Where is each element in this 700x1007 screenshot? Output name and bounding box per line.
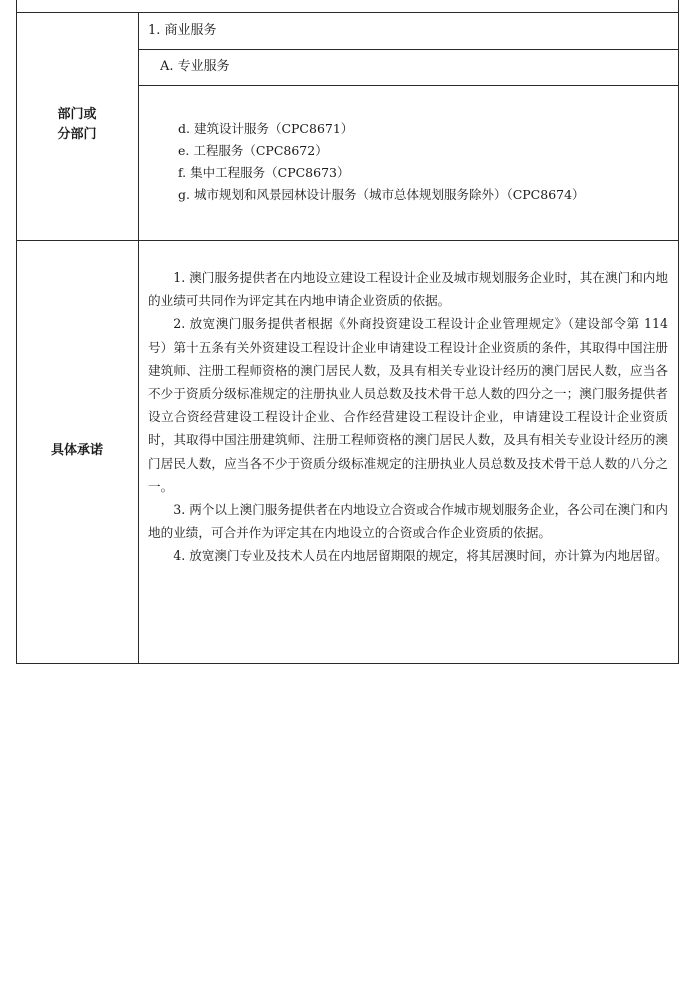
- sector-row-divider: [138, 49, 679, 50]
- commitment-paragraph: 3. 两个以上澳门服务提供者在内地设立合资或合作城市规划服务企业，各公司在澳门和内地的业绩，可合并作为评定其在内地设立的合资或合作企业资质的依据。: [148, 502, 668, 541]
- commitment-label: 具体承诺: [50, 443, 103, 458]
- commitment-paragraph: 4. 放宽澳门专业及技术人员在内地居留期限的规定，将其居澳时间，亦计算为内地居留。: [173, 548, 668, 564]
- list-item: g. 城市规划和风景园林设计服务（城市总体规划服务除外）（CPC8674）: [178, 187, 585, 202]
- list-item: e. 工程服务（CPC8672）: [178, 143, 328, 158]
- commitment-text: [148, 266, 668, 568]
- subsector-list: [178, 118, 585, 206]
- sector-label-line1: 部门或: [57, 107, 97, 122]
- list-item: f. 集中工程服务（CPC8673）: [178, 165, 350, 180]
- list-item: d. 建筑设计服务（CPC8671）: [178, 121, 354, 136]
- table-top-border: [16, 12, 679, 13]
- commitment-paragraph: 2. 放宽澳门服务提供者根据《外商投资建设工程设计企业管理规定》（建设部令第 114 号）第十五条有关外资建设工程设计企业申请建设工程设计企业资质的条件，其取得中国注册建筑师、注册工程师资格的澳门居民人数，及具有相关专业设计经历的澳门居民人数，应当各不少于资质分级标准规定的注册执业人员总数及技术骨干总人数的四分之一；澳门服务提供者设立合资经营建设工程设计企业、合作经营建设工程设计企业，申请建设工程设计企业资质时，其取得中国注册建筑师、注册工程师资格的澳门居民人数，及具有相关专业设计经历的澳门居民人数，应当各不少于资质分级标准规定的注册执业人员总数及技术骨干总人数的八分之一。: [148, 316, 668, 494]
- row-divider: [16, 240, 679, 241]
- subsector-row-divider: [138, 85, 679, 86]
- sector-label: [16, 105, 138, 145]
- sector-heading: 1. 商业服务: [148, 23, 217, 38]
- column-divider: [138, 12, 139, 664]
- commitment-paragraph: 1. 澳门服务提供者在内地设立建设工程设计企业及城市规划服务企业时，其在澳门和内地的业绩可共同作为评定其在内地申请企业资质的依据。: [148, 270, 668, 309]
- sector-label-line2: 分部门: [57, 127, 97, 142]
- subsector-heading: A. 专业服务: [160, 59, 230, 74]
